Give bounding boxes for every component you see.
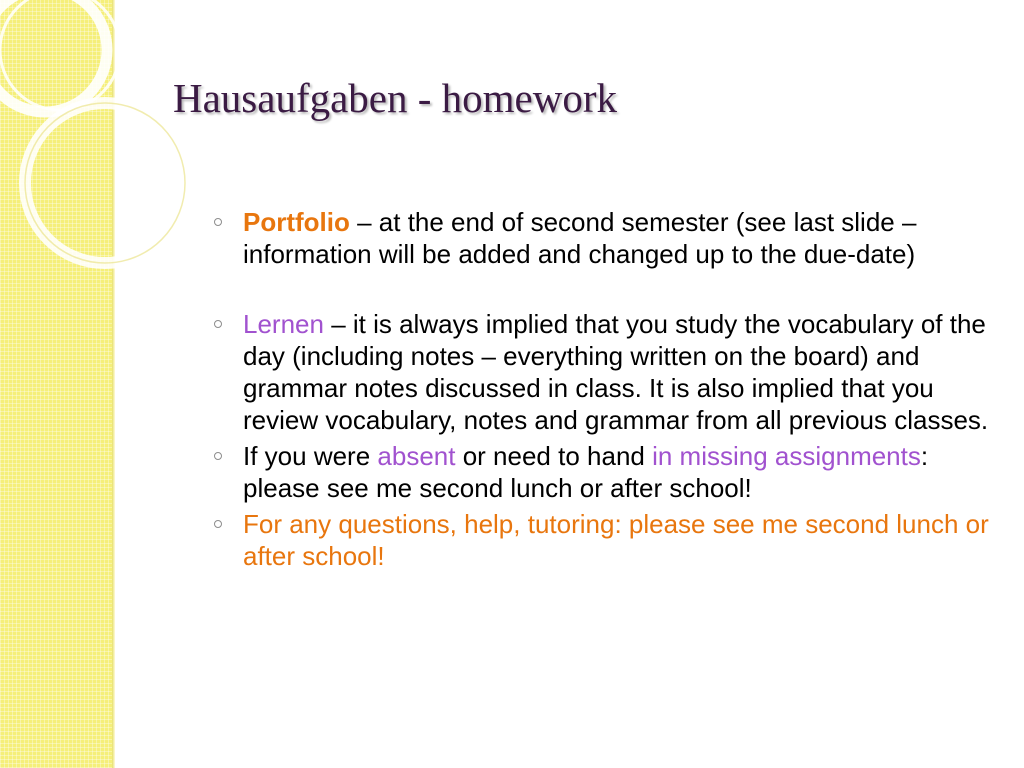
portfolio-term: Portfolio <box>243 207 350 237</box>
list-item-questions <box>214 508 994 572</box>
circle-bullet-icon <box>214 218 222 226</box>
lernen-term: Lernen <box>243 309 324 339</box>
questions-text: For any questions, help, tutoring: please see me second lunch or after school! <box>243 509 989 571</box>
absent-highlight: absent <box>377 441 456 471</box>
slide-title: Hausaufgaben - homework <box>173 75 618 121</box>
bullet-list <box>214 206 994 572</box>
list-item-absent <box>214 440 994 504</box>
circle-bullet-icon <box>214 452 222 460</box>
decorative-side-band <box>0 0 112 768</box>
side-band-edge <box>112 0 115 768</box>
absent-text-part2: or need to hand <box>455 441 653 471</box>
absent-text-part3: : please see me second lunch or after school! <box>243 441 929 503</box>
absent-text-part1: If you were <box>243 441 378 471</box>
list-item-portfolio <box>214 206 994 270</box>
missing-assignments-highlight: in missing assignments <box>652 441 921 471</box>
portfolio-text: – at the end of second semester (see last slide – information will be added and changed up to the due-date) <box>243 207 917 269</box>
circle-bullet-icon <box>214 520 222 528</box>
lernen-text: – it is always implied that you study the vocabulary of the day (including notes – everything written on the board) and grammar notes discussed in class. It is also implied that you review vocabulary, notes and grammar from all previous classes. <box>243 309 989 435</box>
circle-bullet-icon <box>214 320 222 328</box>
list-item-lernen <box>214 308 994 436</box>
